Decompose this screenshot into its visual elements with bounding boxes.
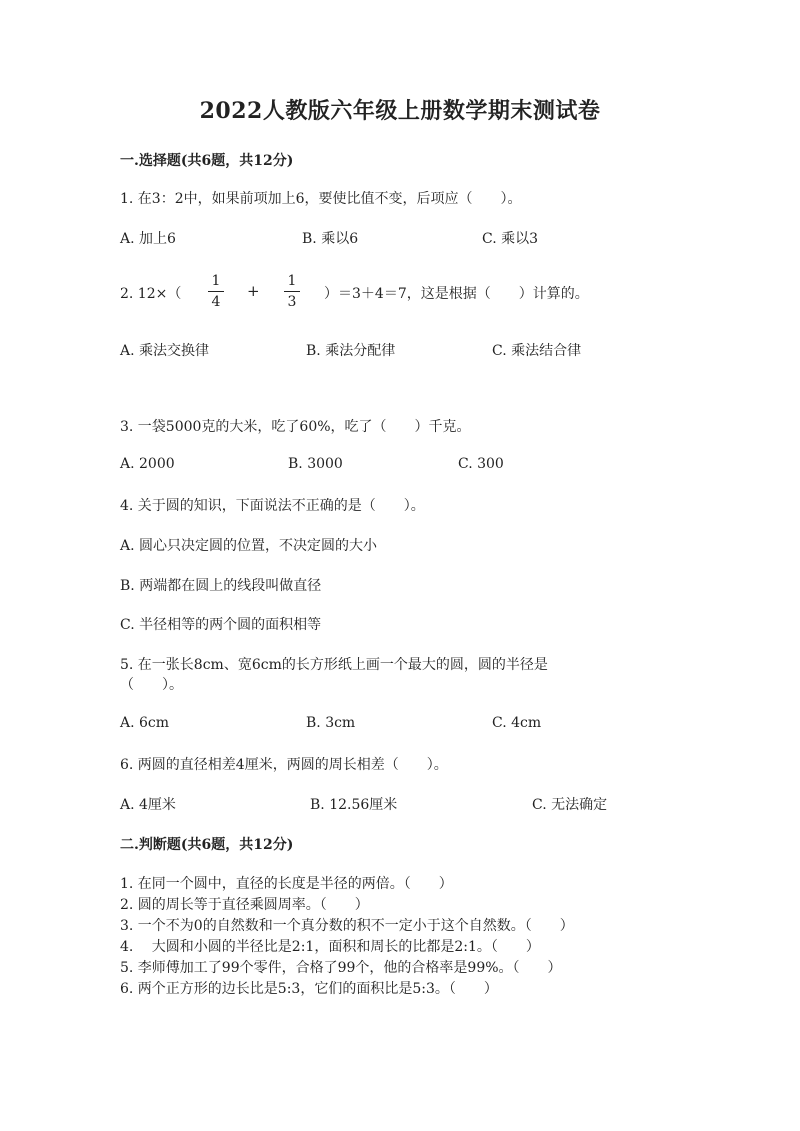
question-4-option-b: B. 两端都在圆上的线段叫做直径 [120, 578, 322, 594]
question-5-option-a: A. 6cm [120, 715, 170, 731]
question-6-option-a: A. 4厘米 [120, 797, 176, 813]
question-4-option-c: C. 半径相等的两个圆的面积相等 [120, 617, 322, 633]
question-5-option-c: C. 4cm [492, 715, 542, 731]
fraction-bar [284, 291, 300, 292]
question-1: 1. 在3：2中，如果前项加上6，要使比值不变，后项应（ ）。 [120, 191, 522, 207]
question-2-option-c: C. 乘法结合律 [492, 343, 582, 359]
section-1-heading: 一.选择题(共6题，共12分) [120, 153, 294, 169]
question-2-option-a: A. 乘法交换律 [120, 343, 210, 359]
question-6: 6. 两圆的直径相差4厘米，两圆的周长相差（ ）。 [120, 757, 448, 773]
question-5-option-b: B. 3cm [306, 715, 356, 731]
page-title: 2022人教版六年级上册数学期末测试卷 [199, 98, 601, 124]
question-4: 4. 关于圆的知识，下面说法不正确的是（ ）。 [120, 498, 425, 514]
judge-item-2: 2. 圆的周长等于直径乘圆周率。（ ） [120, 897, 369, 913]
judge-item-6: 6. 两个正方形的边长比是5:3，它们的面积比是5:3。（ ） [120, 981, 498, 997]
question-2-suffix: ）＝3＋4＝7，这是根据（ ）计算的。 [324, 286, 589, 302]
question-1-option-c: C. 乘以3 [482, 231, 539, 247]
judge-item-4: 4. 大圆和小圆的半径比是2:1，面积和周长的比都是2:1。（ ） [120, 939, 540, 955]
question-4-option-a: A. 圆心只决定圆的位置，不决定圆的大小 [120, 538, 378, 554]
question-5-blank: （ ）。 [120, 677, 183, 693]
section-2-heading: 二.判断题(共6题，共12分) [120, 837, 294, 853]
question-5: 5. 在一张长8cm、宽6cm的长方形纸上画一个最大的圆，圆的半径是 [120, 657, 548, 673]
judge-item-5: 5. 李师傅加工了99个零件，合格了99个，他的合格率是99%。（ ） [120, 960, 562, 976]
question-1-option-a: A. 加上6 [120, 231, 176, 247]
question-1-option-b: B. 乘以6 [302, 231, 359, 247]
fraction-numerator: 1 [211, 273, 221, 289]
fraction-denominator: 3 [287, 294, 297, 310]
question-6-option-b: B. 12.56厘米 [310, 797, 398, 813]
question-2-option-b: B. 乘法分配律 [306, 343, 396, 359]
question-3-option-a: A. 2000 [120, 456, 175, 472]
question-2-prefix: 2. 12×（ [120, 286, 182, 302]
fraction-one-third [284, 273, 300, 310]
judge-item-3: 3. 一个不为0的自然数和一个真分数的积不一定小于这个自然数。（ ） [120, 918, 574, 934]
plus-sign: + [247, 282, 260, 300]
question-6-option-c: C. 无法确定 [532, 797, 608, 813]
question-3: 3. 一袋5000克的大米，吃了60%，吃了（ ）千克。 [120, 419, 471, 435]
fraction-one-quarter [208, 273, 224, 310]
question-3-option-b: B. 3000 [288, 456, 343, 472]
judge-item-1: 1. 在同一个圆中，直径的长度是半径的两倍。（ ） [120, 876, 453, 892]
fraction-denominator: 4 [211, 294, 221, 310]
fraction-numerator: 1 [287, 273, 297, 289]
question-3-option-c: C. 300 [458, 456, 504, 472]
fraction-bar [208, 291, 224, 292]
